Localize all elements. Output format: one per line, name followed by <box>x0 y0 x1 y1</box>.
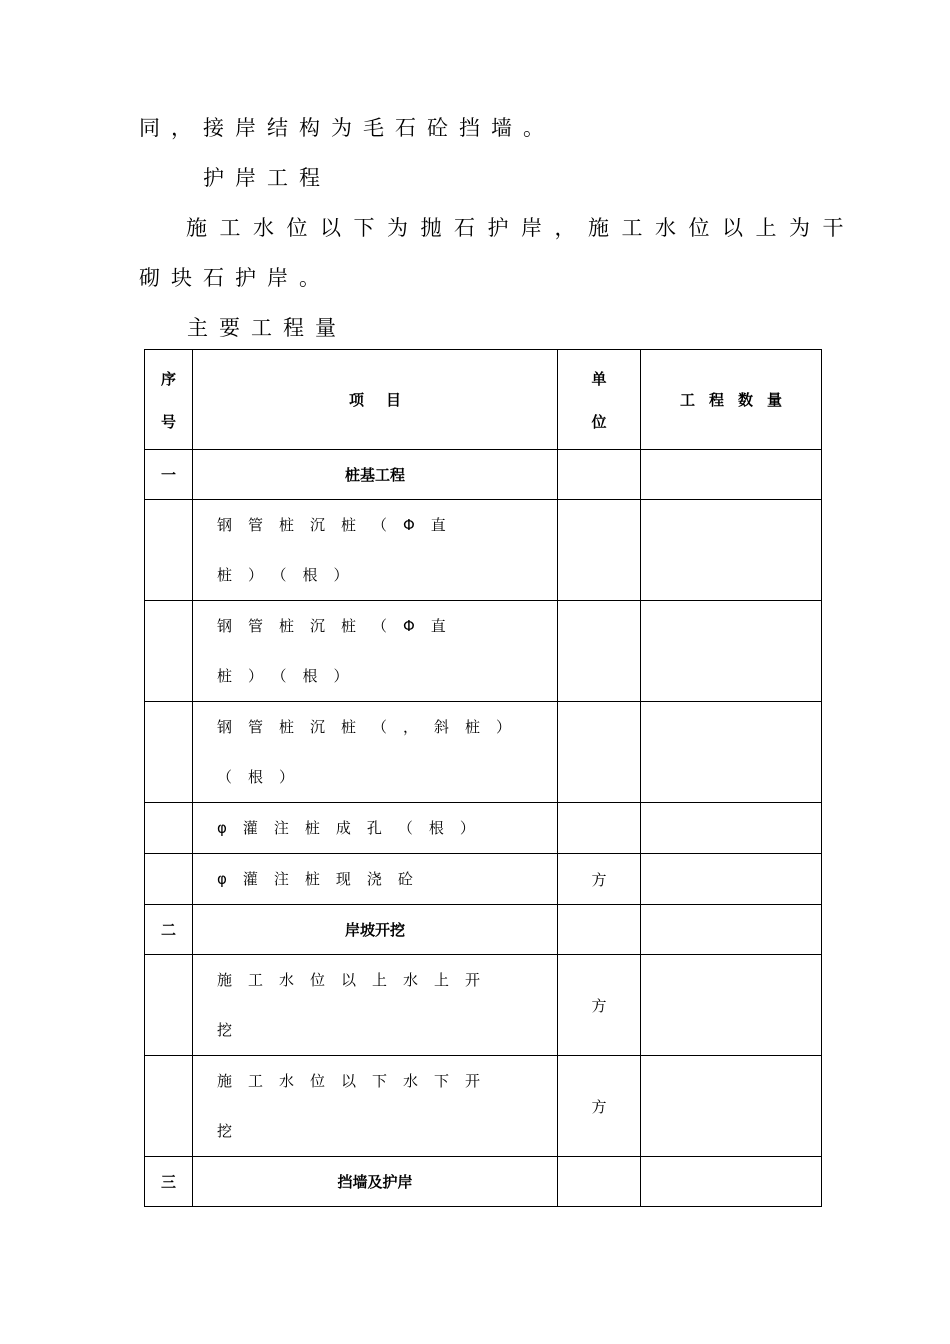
row-item-line2: 桩）（根） <box>217 566 365 584</box>
row-item-cell <box>193 1056 558 1157</box>
row-seq <box>145 803 193 854</box>
row-section-title: 挡墙及护岸 <box>193 1157 558 1207</box>
table-row <box>145 1056 822 1157</box>
row-unit <box>558 500 641 601</box>
row-item-cell <box>193 601 558 702</box>
row-seq: 三 <box>145 1157 193 1207</box>
header-unit-line1: 单 <box>591 369 607 388</box>
row-seq: 二 <box>145 905 193 955</box>
table-row <box>145 854 822 905</box>
paragraph-line-4: 砌块石护岸。 <box>139 266 331 290</box>
header-unit-cell <box>558 350 641 450</box>
table-row <box>145 1157 822 1207</box>
paragraph-line-3: 施工水位以下为抛石护岸，施工水位以上为干 <box>186 216 856 240</box>
table-row <box>145 955 822 1056</box>
row-quantity <box>641 500 822 601</box>
row-item-line1: 钢管桩沉桩（Φ直 <box>217 617 462 635</box>
row-quantity <box>641 955 822 1056</box>
row-section-title: 桩基工程 <box>193 450 558 500</box>
header-seq-line1: 序 <box>160 369 176 388</box>
row-item-cell <box>193 702 558 803</box>
row-section-title: 岸坡开挖 <box>193 905 558 955</box>
table-row <box>145 702 822 803</box>
paragraph-line-1: 同，接岸结构为毛石砼挡墙。 <box>139 116 555 140</box>
row-seq <box>145 1056 193 1157</box>
row-quantity <box>641 1056 822 1157</box>
row-unit <box>558 702 641 803</box>
table-row <box>145 450 822 500</box>
row-item: φ灌注桩现浇砼 <box>217 870 429 888</box>
row-seq <box>145 702 193 803</box>
row-unit <box>558 1157 641 1207</box>
row-unit <box>558 601 641 702</box>
header-seq-line2: 号 <box>160 412 176 431</box>
row-seq <box>145 955 193 1056</box>
row-unit <box>558 450 641 500</box>
row-item-line1: 钢管桩沉桩（，斜桩） <box>217 718 528 736</box>
row-item-cell <box>193 803 558 854</box>
row-item-line1: 施工水位以上水上开 <box>217 971 497 989</box>
row-quantity <box>641 803 822 854</box>
row-item-line2: 挖 <box>217 1021 249 1039</box>
row-item-cell <box>193 955 558 1056</box>
row-item-line1: 施工水位以下水下开 <box>217 1072 497 1090</box>
row-unit <box>558 905 641 955</box>
row-seq <box>145 500 193 601</box>
table-header-row <box>145 350 822 450</box>
row-quantity <box>641 1157 822 1207</box>
row-item-line2: （根） <box>217 768 311 786</box>
row-quantity <box>641 702 822 803</box>
row-seq <box>145 854 193 905</box>
row-quantity <box>641 601 822 702</box>
row-seq: 一 <box>145 450 193 500</box>
row-item-line2: 挖 <box>217 1122 249 1140</box>
row-unit: 方 <box>558 1056 641 1157</box>
heading-quantities: 主要工程量 <box>187 316 347 340</box>
row-quantity <box>641 905 822 955</box>
row-item-cell <box>193 854 558 905</box>
table-row <box>145 601 822 702</box>
header-unit-line2: 位 <box>591 412 607 431</box>
header-item: 项目 <box>193 350 558 450</box>
header-seq-cell <box>145 350 193 450</box>
row-unit: 方 <box>558 854 641 905</box>
row-quantity <box>641 854 822 905</box>
table-row <box>145 500 822 601</box>
row-unit <box>558 803 641 854</box>
row-unit: 方 <box>558 955 641 1056</box>
quantities-table <box>144 349 822 1207</box>
row-item-cell <box>193 500 558 601</box>
row-seq <box>145 601 193 702</box>
table-row <box>145 905 822 955</box>
row-item-line2: 桩）（根） <box>217 667 365 685</box>
table-row <box>145 803 822 854</box>
row-item: φ灌注桩成孔（根） <box>217 819 491 837</box>
heading-revetment: 护岸工程 <box>203 166 331 190</box>
row-item-line1: 钢管桩沉桩（Φ直 <box>217 516 462 534</box>
header-quantity: 工程数量 <box>641 350 822 450</box>
row-quantity <box>641 450 822 500</box>
